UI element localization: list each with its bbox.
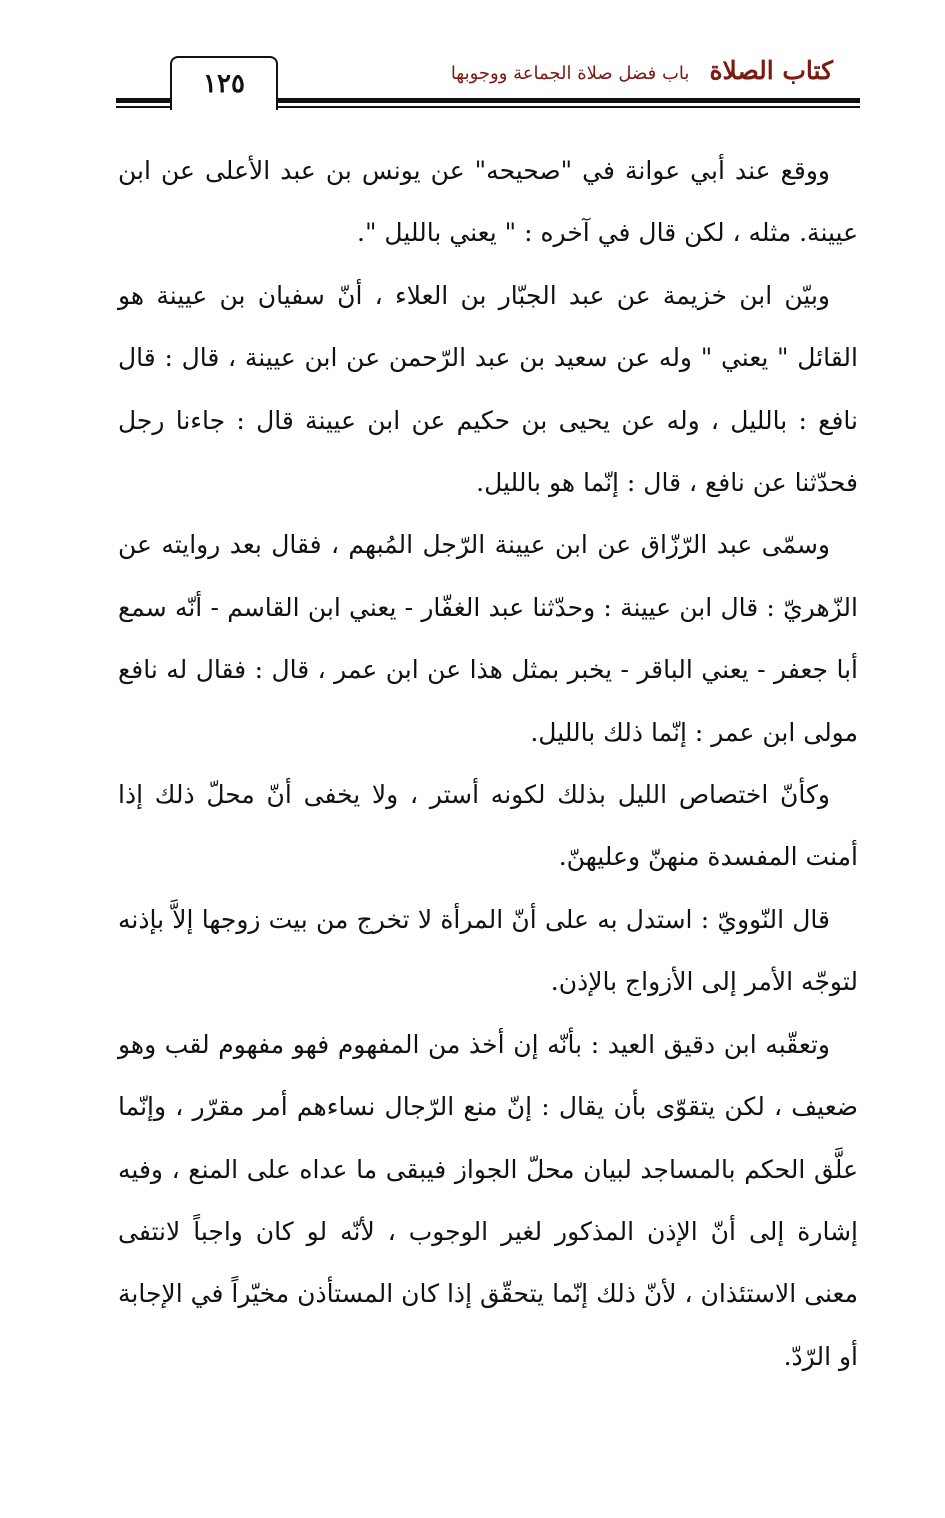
page-number: ١٢٥: [170, 56, 278, 110]
chapter-title: باب فضل صلاة الجماعة ووجوبها: [450, 63, 690, 84]
header-titles: [451, 56, 833, 92]
paragraph: وسمّى عبد الرّزّاق عن ابن عيينة الرّجل المُبهم ، فقال بعد روايته عن الزّهريّ : قال ابن عيينة : وحدّثنا عبد الغفّار - يعني ابن القاسم - أنّه سمع أبا جعفر - يعني الباقر - يخبر بمثل هذا عن ابن عمر ، قال : فقال له نافع مولى ابن عمر : إنّما ذلك بالليل.: [118, 530, 858, 747]
page-body: [118, 140, 858, 1388]
page-header: [0, 0, 945, 120]
book-title: كتاب الصلاة: [709, 56, 833, 85]
paragraph: قال النّوويّ : استدل به على أنّ المرأة لا تخرج من بيت زوجها إلاَّ بإذنه لتوجّه الأمر إلى الأزواج بالإذن.: [118, 904, 858, 997]
paragraph: وبيّن ابن خزيمة عن عبد الجبّار بن العلاء ، أنّ سفيان بن عيينة هو القائل " يعني " وله عن سعيد بن عبد الرّحمن عن ابن عيينة ، قال : قال نافع : بالليل ، وله عن يحيى بن حكيم عن ابن عيينة قال : جاءنا رجل فحدّثنا عن نافع ، قال : إنّما هو بالليل.: [118, 280, 858, 498]
paragraph: ووقع عند أبي عوانة في "صحيحه" عن يونس بن عبد الأعلى عن ابن عيينة. مثله ، لكن قال في آخره : " يعني بالليل ".: [118, 156, 858, 248]
paragraph: وكأنّ اختصاص الليل بذلك لكونه أستر ، ولا يخفى أنّ محلّ ذلك إذا أمنت المفسدة منهنّ وعليهنّ.: [118, 780, 858, 872]
paragraph: وتعقّبه ابن دقيق العيد : بأنّه إن أخذ من المفهوم فهو مفهوم لقب وهو ضعيف ، لكن يتقوّى بأن يقال : إنّ منع الرّجال نساءهم أمر مقرّر ، وإنّما علَّق الحكم بالمساجد لبيان محلّ الجواز فيبقى ما عداه على المنع ، وفيه إشارة إلى أنّ الإذن المذكور لغير الوجوب ، لأنّه لو كان واجباً لانتفى معنى الاستئذان ، لأنّ ذلك إنّما يتحقّق إذا كان المستأذن مخيّراً في الإجابة أو الرّدّ.: [118, 1029, 858, 1371]
